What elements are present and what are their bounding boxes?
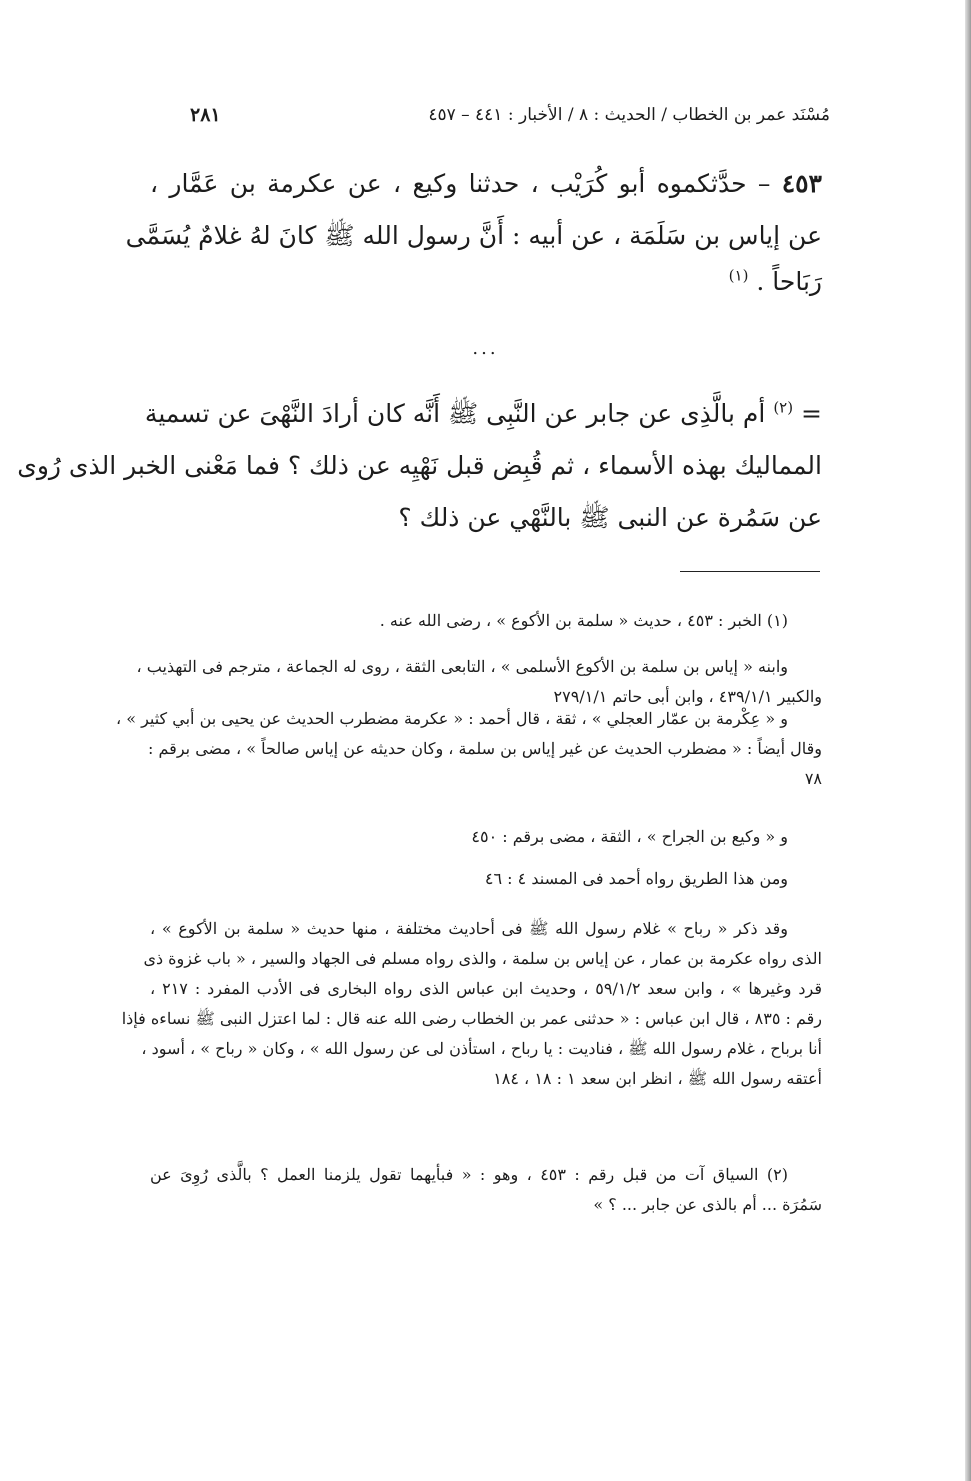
- footnote-line: أعتقه رسول الله ﷺ ، انظر ابن سعد ١ : ١٨ ، ١٨٤: [493, 1069, 822, 1088]
- footnote-line: و « عِكْرمة بن عمّار العجلي » ، ثقة ، قال أحمد : « عكرمة مضطرب الحديث عن يحيى بن أبي كثير » ،: [115, 709, 788, 728]
- footnote-line: والكبير ٤٣٩/١/١ ، وابن أبى حاتم ٢٧٩/١/١: [553, 687, 822, 706]
- footnote-line: رقم : ٨٣٥ ، قال ابن عباس : « حدثنى عمر بن الخطاب رضى الله عنه قال : لما اعتزل النبى ﷺ نساءه فإذا: [121, 1009, 822, 1028]
- footnote-line: أنا برباح ، غلام رسول الله ﷺ ، فناديت : يا رباح ، استأذن لى عن رسول الله » ، وكان « رباح » ، أسود ،: [141, 1039, 822, 1058]
- continuation-line: المماليك بهذه الأسماء ، ثم قُبِض قبل نَهْيِه عن ذلك ؟ فما مَعْنى الخبر الذى رُوى: [17, 451, 822, 480]
- footnote-line: ومن هذا الطريق رواه أحمد فى المسند ٤ : ٤٦: [484, 869, 788, 888]
- footnote-line: وابنه « إياس بن سلمة بن الأكوع الأسلمى » ، التابعى الثقة ، روى له الجماعة ، مترجم فى التهذيب ،: [136, 657, 788, 676]
- continuation-text: أم بالَّذِى عن جابر عن النَّبِى ﷺ أَنَّه كان أرادَ النَّهْىَ عن تسمية: [144, 399, 766, 428]
- running-header: [190, 98, 830, 132]
- footnote-ref: (١): [728, 266, 749, 285]
- footnote-line: قرد وغيرها » ، وابن سعد ٥٩/١/٢ ، وحديث ابن عباس الذى رواه البخارى فى الأدب المفرد : ٢١٧ ،: [150, 979, 823, 998]
- footnote-2: [150, 1160, 822, 1220]
- hadith-number: ٤٥٣: [781, 169, 822, 198]
- footnote-1: [150, 606, 822, 636]
- hadith-line: [150, 158, 822, 210]
- footnote-rabah: [121, 914, 823, 1094]
- continuation-line: عن سَمُرة عن النبى ﷺ بالنَّهْي عن ذلك ؟: [398, 503, 822, 532]
- footnote-line: (٢) السياق آت من قبل رقم : ٤٥٣ ، وهو : « فبأيهما تقول يلزمنا العمل ؟ بالَّذى رُوِىَ عن: [150, 1165, 788, 1184]
- footnote-musnad-ref: [150, 864, 822, 894]
- hadith-line: [150, 262, 822, 302]
- footnote-iyas: [136, 652, 822, 712]
- page-number: ٢٨١: [190, 104, 221, 126]
- footnote-line: و « وكيع بن الجراح » ، الثقة ، مضى برقم : ٤٥٠: [471, 827, 788, 846]
- footnote-line: ٧٨: [804, 769, 822, 788]
- footnote-rule: [680, 571, 820, 572]
- footnote-waki: [150, 822, 822, 852]
- footnote-ikrima: [115, 704, 822, 794]
- footnote-line: وقد ذكر « رباح » غلام رسول الله ﷺ فى أحاديث مختلفة ، منها حديث « سلمة بن الأكوع » ،: [150, 919, 788, 938]
- continuation-mark: =: [801, 399, 822, 428]
- hadith-text: رَبَاحاً .: [756, 267, 822, 296]
- hadith-text: – حدَّثكموه أبو كُرَيْب ، حدثنا وكيع ، عن عكرمة بن عَمَّار ،: [150, 169, 771, 198]
- footnote-line: وقال أيضاً : « مضطرب الحديث عن غير إياس بن سلمة ، وكان حديثه عن إياس صالحاً » ، مضى برقم :: [148, 739, 822, 758]
- continuation-line: [144, 388, 822, 440]
- running-header-title: مُسْنَد عمر بن الخطاب / الحديث : ٨ / الأخبار : ٤٤١ – ٤٥٧: [428, 105, 830, 125]
- footnote-line: الذى رواه عكرمة بن عمار ، عن إياس بن سلمة ، والذى رواه مسلم فى الجهاد والسير ، « باب غزوة ذى: [143, 949, 822, 968]
- previous-note-continuation: [17, 388, 822, 544]
- footnote-line: (١) الخبر : ٤٥٣ ، حديث « سلمة بن الأكوع » ، رضى الله عنه .: [379, 611, 788, 630]
- section-separator: ...: [472, 338, 499, 359]
- hadith-453: [125, 158, 822, 302]
- footnote-ref: (٢): [773, 398, 794, 417]
- footnote-line: سَمُرَة ... أم بالذى عن جابر ... ؟ »: [593, 1195, 822, 1214]
- hadith-line: عن إياس بن سَلَمَة ، عن أبيه : أَنَّ رسول الله ﷺ كانَ لهُ غلامٌ يُسَمَّى: [125, 221, 822, 250]
